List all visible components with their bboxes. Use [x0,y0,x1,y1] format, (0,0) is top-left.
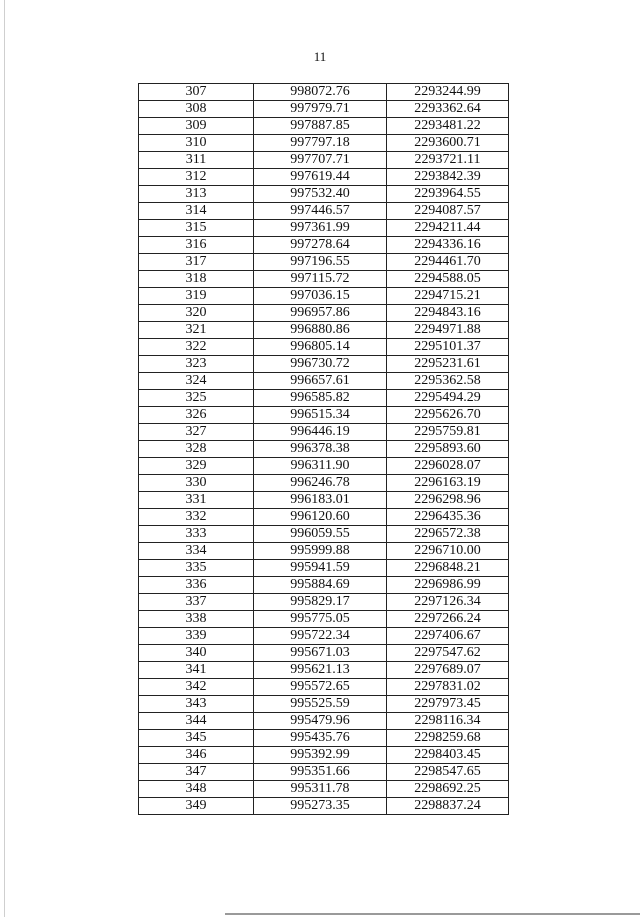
x-coordinate-cell: 997278.64 [254,237,387,254]
table-row [139,203,509,220]
x-coordinate-cell: 995351.66 [254,764,387,781]
y-coordinate-cell: 2298692.25 [387,781,509,798]
table-row [139,169,509,186]
y-coordinate-cell: 2298837.24 [387,798,509,815]
x-coordinate-cell: 997797.18 [254,135,387,152]
x-coordinate-cell: 996805.14 [254,339,387,356]
x-coordinate-cell: 996957.86 [254,305,387,322]
table-row [139,101,509,118]
point-number-cell: 310 [139,135,254,152]
y-coordinate-cell: 2295759.81 [387,424,509,441]
x-coordinate-cell: 996246.78 [254,475,387,492]
y-coordinate-cell: 2296986.99 [387,577,509,594]
y-coordinate-cell: 2295494.29 [387,390,509,407]
x-coordinate-cell: 996120.60 [254,509,387,526]
y-coordinate-cell: 2294336.16 [387,237,509,254]
x-coordinate-cell: 997196.55 [254,254,387,271]
point-number-cell: 344 [139,713,254,730]
x-coordinate-cell: 998072.76 [254,84,387,101]
point-number-cell: 338 [139,611,254,628]
table-row [139,152,509,169]
y-coordinate-cell: 2298259.68 [387,730,509,747]
point-number-cell: 330 [139,475,254,492]
x-coordinate-cell: 995435.76 [254,730,387,747]
y-coordinate-cell: 2293481.22 [387,118,509,135]
y-coordinate-cell: 2294588.05 [387,271,509,288]
x-coordinate-cell: 996585.82 [254,390,387,407]
y-coordinate-cell: 2295362.58 [387,373,509,390]
x-coordinate-cell: 997036.15 [254,288,387,305]
table-row [139,679,509,696]
table-row [139,135,509,152]
table-row [139,628,509,645]
point-number-cell: 336 [139,577,254,594]
point-number-cell: 334 [139,543,254,560]
y-coordinate-cell: 2297126.34 [387,594,509,611]
point-number-cell: 327 [139,424,254,441]
table-row [139,441,509,458]
point-number-cell: 335 [139,560,254,577]
point-number-cell: 329 [139,458,254,475]
x-coordinate-cell: 995722.34 [254,628,387,645]
table-row [139,373,509,390]
table-row [139,305,509,322]
table-row [139,526,509,543]
point-number-cell: 342 [139,679,254,696]
point-number-cell: 331 [139,492,254,509]
table-row [139,220,509,237]
x-coordinate-cell: 997979.71 [254,101,387,118]
x-coordinate-cell: 995392.99 [254,747,387,764]
table-row [139,662,509,679]
coordinates-table [138,83,509,815]
y-coordinate-cell: 2293244.99 [387,84,509,101]
x-coordinate-cell: 996657.61 [254,373,387,390]
x-coordinate-cell: 995572.65 [254,679,387,696]
point-number-cell: 340 [139,645,254,662]
x-coordinate-cell: 997532.40 [254,186,387,203]
point-number-cell: 307 [139,84,254,101]
y-coordinate-cell: 2297831.02 [387,679,509,696]
x-coordinate-cell: 995311.78 [254,781,387,798]
y-coordinate-cell: 2294971.88 [387,322,509,339]
table-row [139,288,509,305]
y-coordinate-cell: 2297406.67 [387,628,509,645]
point-number-cell: 317 [139,254,254,271]
table-row [139,84,509,101]
table-row [139,322,509,339]
point-number-cell: 324 [139,373,254,390]
y-coordinate-cell: 2293600.71 [387,135,509,152]
x-coordinate-cell: 995273.35 [254,798,387,815]
table-row [139,611,509,628]
x-coordinate-cell: 997887.85 [254,118,387,135]
point-number-cell: 308 [139,101,254,118]
x-coordinate-cell: 995525.59 [254,696,387,713]
x-coordinate-cell: 995671.03 [254,645,387,662]
table-row [139,254,509,271]
table-row [139,458,509,475]
table-row [139,798,509,815]
y-coordinate-cell: 2293842.39 [387,169,509,186]
table-row [139,237,509,254]
table-row [139,543,509,560]
table-row [139,492,509,509]
point-number-cell: 332 [139,509,254,526]
y-coordinate-cell: 2293964.55 [387,186,509,203]
point-number-cell: 309 [139,118,254,135]
point-number-cell: 312 [139,169,254,186]
point-number-cell: 322 [139,339,254,356]
table-row [139,781,509,798]
x-coordinate-cell: 997115.72 [254,271,387,288]
y-coordinate-cell: 2298547.65 [387,764,509,781]
x-coordinate-cell: 996378.38 [254,441,387,458]
table-row [139,424,509,441]
y-coordinate-cell: 2294715.21 [387,288,509,305]
point-number-cell: 345 [139,730,254,747]
table-row [139,356,509,373]
y-coordinate-cell: 2296848.21 [387,560,509,577]
y-coordinate-cell: 2296028.07 [387,458,509,475]
point-number-cell: 333 [139,526,254,543]
table-row [139,186,509,203]
y-coordinate-cell: 2296298.96 [387,492,509,509]
point-number-cell: 313 [139,186,254,203]
y-coordinate-cell: 2297547.62 [387,645,509,662]
point-number-cell: 320 [139,305,254,322]
y-coordinate-cell: 2296572.38 [387,526,509,543]
page-number: 11 [313,49,327,64]
table-row [139,407,509,424]
table-row [139,560,509,577]
y-coordinate-cell: 2295231.61 [387,356,509,373]
y-coordinate-cell: 2297973.45 [387,696,509,713]
table-row [139,713,509,730]
y-coordinate-cell: 2296435.36 [387,509,509,526]
x-coordinate-cell: 997707.71 [254,152,387,169]
table-row [139,645,509,662]
y-coordinate-cell: 2295893.60 [387,441,509,458]
x-coordinate-cell: 997361.99 [254,220,387,237]
point-number-cell: 311 [139,152,254,169]
x-coordinate-cell: 996515.34 [254,407,387,424]
x-coordinate-cell: 996183.01 [254,492,387,509]
table-row [139,747,509,764]
table-row [139,339,509,356]
scan-edge-left [4,0,5,917]
y-coordinate-cell: 2294211.44 [387,220,509,237]
table-row [139,696,509,713]
point-number-cell: 325 [139,390,254,407]
y-coordinate-cell: 2294087.57 [387,203,509,220]
point-number-cell: 341 [139,662,254,679]
point-number-cell: 348 [139,781,254,798]
y-coordinate-cell: 2295101.37 [387,339,509,356]
y-coordinate-cell: 2298403.45 [387,747,509,764]
point-number-cell: 323 [139,356,254,373]
table-row [139,764,509,781]
table-row [139,271,509,288]
point-number-cell: 314 [139,203,254,220]
x-coordinate-cell: 995479.96 [254,713,387,730]
x-coordinate-cell: 995775.05 [254,611,387,628]
x-coordinate-cell: 996730.72 [254,356,387,373]
y-coordinate-cell: 2298116.34 [387,713,509,730]
point-number-cell: 321 [139,322,254,339]
x-coordinate-cell: 997619.44 [254,169,387,186]
point-number-cell: 337 [139,594,254,611]
y-coordinate-cell: 2295626.70 [387,407,509,424]
x-coordinate-cell: 996311.90 [254,458,387,475]
y-coordinate-cell: 2297266.24 [387,611,509,628]
table-row [139,475,509,492]
x-coordinate-cell: 997446.57 [254,203,387,220]
x-coordinate-cell: 995941.59 [254,560,387,577]
y-coordinate-cell: 2293721.11 [387,152,509,169]
x-coordinate-cell: 996880.86 [254,322,387,339]
point-number-cell: 346 [139,747,254,764]
y-coordinate-cell: 2293362.64 [387,101,509,118]
x-coordinate-cell: 996446.19 [254,424,387,441]
coordinates-table-body [139,84,509,815]
x-coordinate-cell: 996059.55 [254,526,387,543]
y-coordinate-cell: 2296710.00 [387,543,509,560]
y-coordinate-cell: 2296163.19 [387,475,509,492]
x-coordinate-cell: 995884.69 [254,577,387,594]
point-number-cell: 328 [139,441,254,458]
x-coordinate-cell: 995829.17 [254,594,387,611]
point-number-cell: 315 [139,220,254,237]
table-row [139,118,509,135]
point-number-cell: 316 [139,237,254,254]
x-coordinate-cell: 995999.88 [254,543,387,560]
table-row [139,390,509,407]
point-number-cell: 339 [139,628,254,645]
y-coordinate-cell: 2297689.07 [387,662,509,679]
table-row [139,730,509,747]
scan-edge-bottom [225,913,640,915]
point-number-cell: 318 [139,271,254,288]
point-number-cell: 343 [139,696,254,713]
x-coordinate-cell: 995621.13 [254,662,387,679]
table-row [139,577,509,594]
table-row [139,509,509,526]
point-number-cell: 349 [139,798,254,815]
table-row [139,594,509,611]
point-number-cell: 347 [139,764,254,781]
y-coordinate-cell: 2294843.16 [387,305,509,322]
y-coordinate-cell: 2294461.70 [387,254,509,271]
point-number-cell: 319 [139,288,254,305]
point-number-cell: 326 [139,407,254,424]
